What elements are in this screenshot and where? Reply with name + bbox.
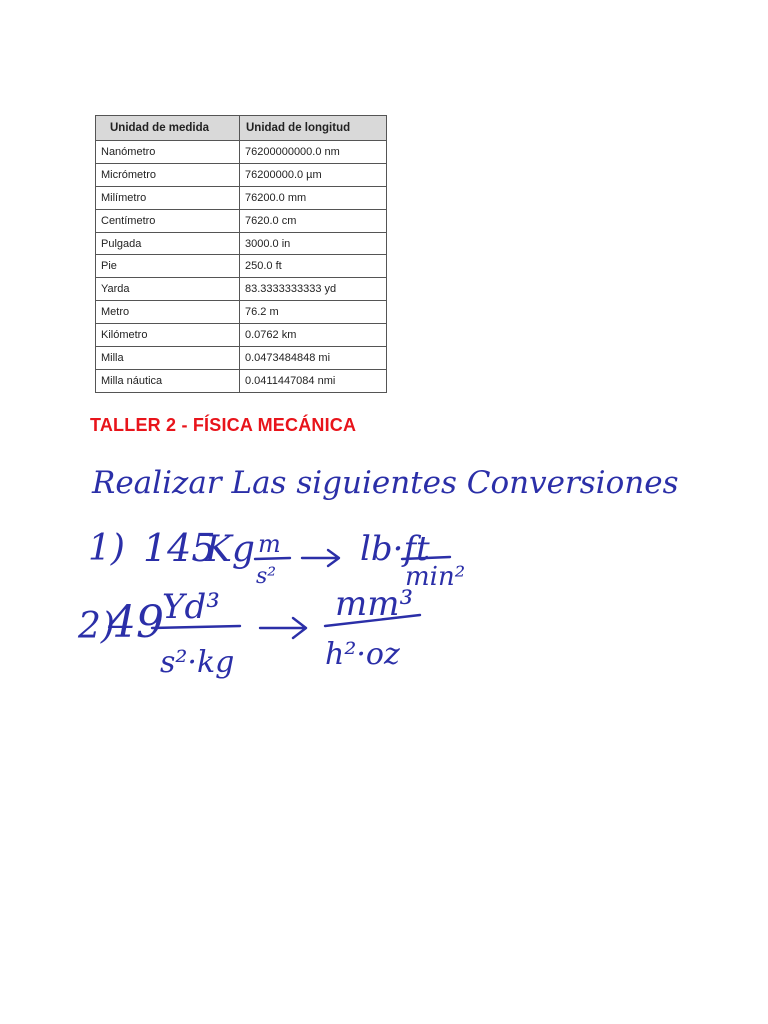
length-value-cell: 250.0 ft	[240, 255, 387, 278]
length-value-cell: 0.0473484848 mi	[240, 347, 387, 370]
problem-1-unit-numerator: m	[258, 530, 281, 558]
problem-2-unit-numerator: Yd³	[162, 587, 220, 627]
header-length-unit: Unidad de longitud	[240, 116, 387, 141]
length-value-cell: 76200.0 mm	[240, 186, 387, 209]
problem-1-unit-prefix: Kg	[205, 529, 255, 570]
unit-name-cell: Yarda	[96, 278, 240, 301]
problem-2-target-numerator: mm³	[335, 584, 414, 624]
length-value-cell: 76200000000.0 nm	[240, 141, 387, 164]
unit-name-cell: Pulgada	[96, 232, 240, 255]
unit-name-cell: Milla náutica	[96, 369, 240, 392]
problem-2	[77, 584, 420, 680]
unit-name-cell: Milímetro	[96, 186, 240, 209]
length-value-cell: 0.0411447084 nmi	[240, 369, 387, 392]
problem-2-value: 49	[108, 597, 164, 648]
handwritten-instruction: Realizar Las siguientes Conversiones	[92, 465, 679, 501]
unit-name-cell: Milla	[96, 347, 240, 370]
length-value-cell: 0.0762 km	[240, 324, 387, 347]
problem-1-value: 145	[143, 526, 216, 570]
unit-name-cell: Micrómetro	[96, 163, 240, 186]
problem-1-arrow-icon	[302, 550, 339, 566]
unit-name-cell: Metro	[96, 301, 240, 324]
unit-name-cell: Pie	[96, 255, 240, 278]
length-value-cell: 3000.0 in	[240, 232, 387, 255]
problem-1-target-numerator: lb·ft	[360, 529, 430, 569]
unit-name-cell: Kilómetro	[96, 324, 240, 347]
problem-2-unit-denominator: s²·kg	[160, 645, 235, 680]
length-value-cell: 7620.0 cm	[240, 209, 387, 232]
problem-2-arrow-icon	[260, 618, 306, 638]
unit-name-cell: Nanómetro	[96, 141, 240, 164]
page-title: TALLER 2 - FÍSICA MECÁNICA	[90, 415, 357, 435]
problem-2-target-denominator: h²·oz	[325, 637, 400, 672]
unit-name-cell: Centímetro	[96, 209, 240, 232]
length-value-cell: 83.3333333333 yd	[240, 278, 387, 301]
length-value-cell: 76.2 m	[240, 301, 387, 324]
problem-1-target-denominator: min²	[405, 562, 466, 592]
problem-1-unit-denominator: s²	[256, 564, 277, 589]
problem-1-number: 1)	[88, 528, 125, 569]
problem-1	[88, 526, 465, 592]
problem-1-fraction-bar	[255, 558, 290, 559]
header-unit-measure: Unidad de medida	[96, 116, 240, 141]
length-value-cell: 76200000.0 µm	[240, 163, 387, 186]
problem-2-number: 2)	[78, 606, 115, 647]
